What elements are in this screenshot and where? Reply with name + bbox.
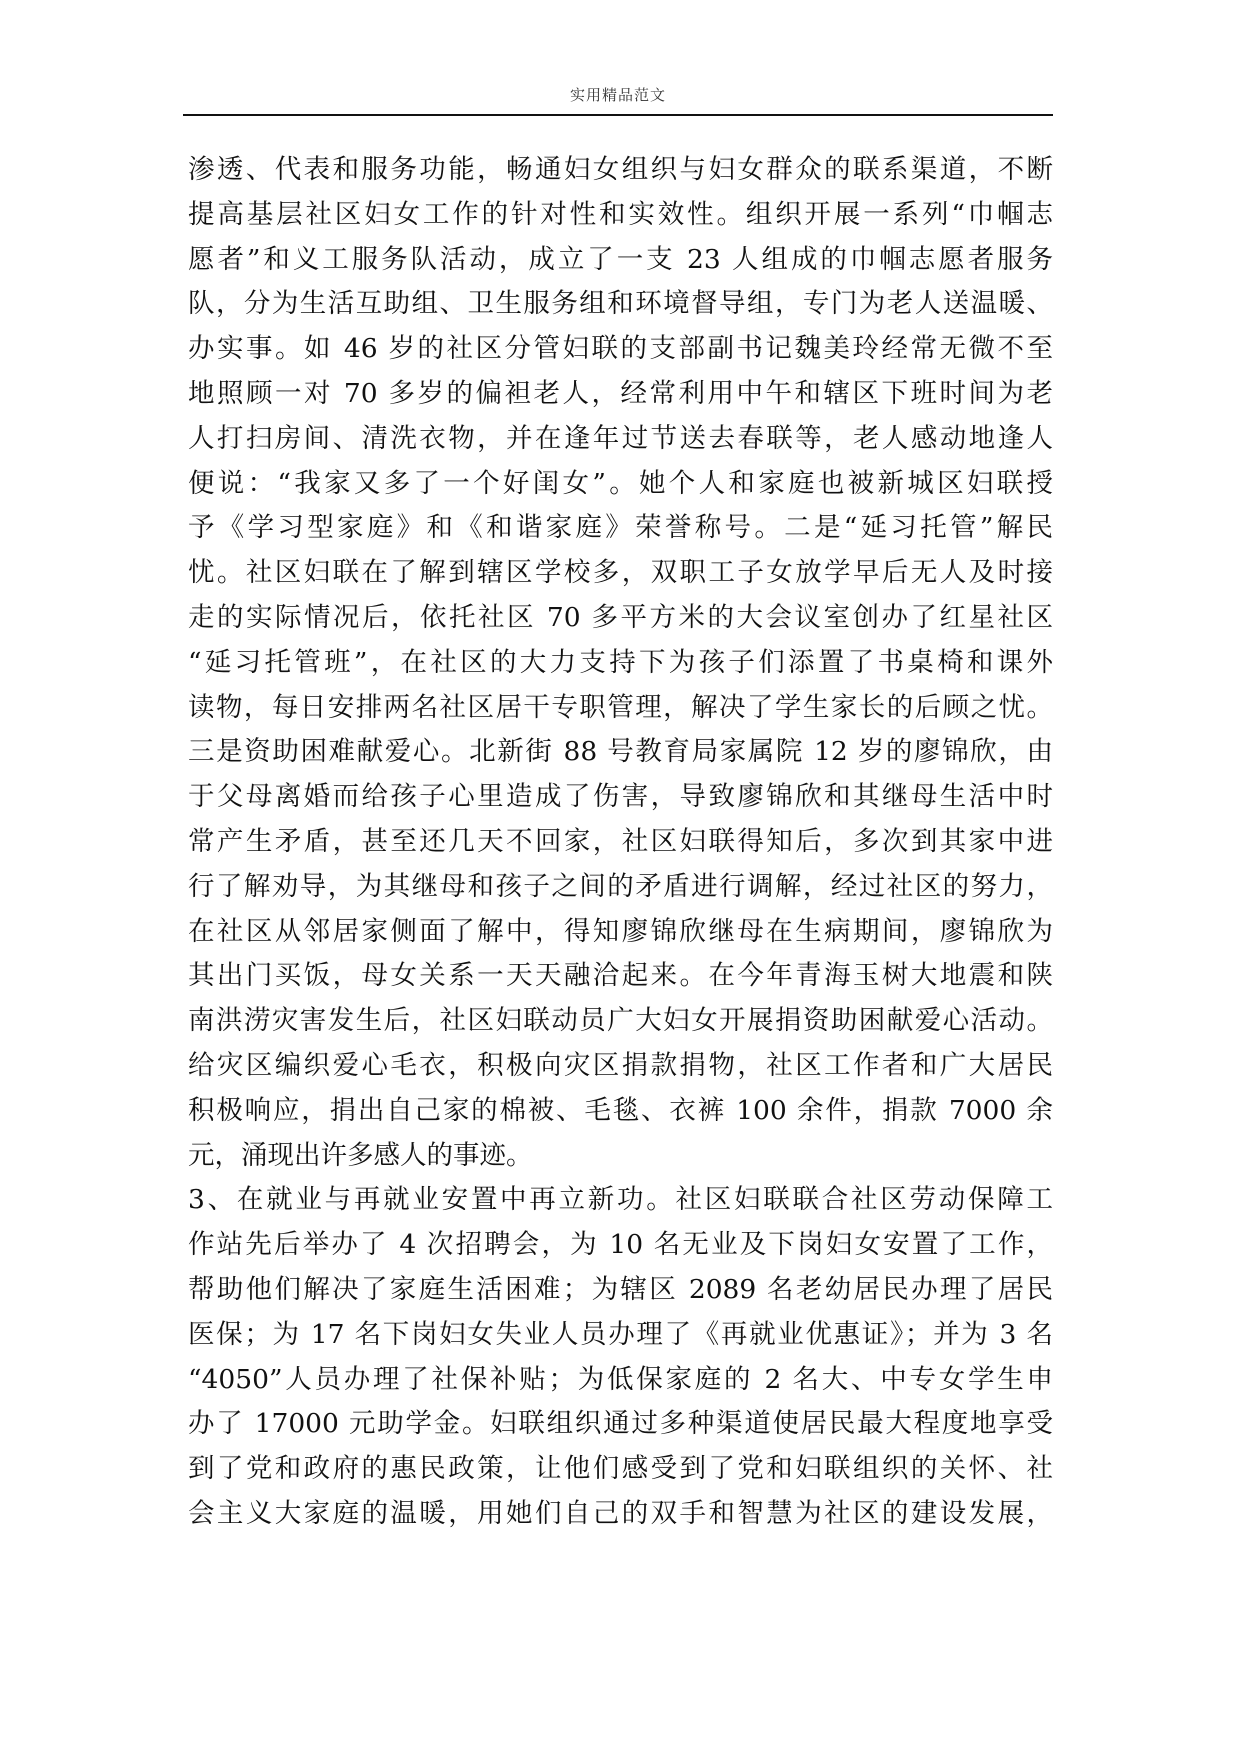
body-line: 到了党和政府的惠民政策，让他们感受到了党和妇联组织的关怀、社: [188, 1453, 1053, 1485]
body-line: 3、在就业与再就业安置中再立新功。社区妇联联合社区劳动保障工: [188, 1184, 1053, 1216]
body-line: 便说：“我家又多了一个好闺女”。她个人和家庭也被新城区妇联授: [188, 467, 1053, 499]
body-line: 南洪涝灾害发生后，社区妇联动员广大妇女开展捐资助困献爱心活动。: [188, 1005, 1053, 1037]
body-line: 队，分为生活互助组、卫生服务组和环境督导组，专门为老人送温暖、: [188, 288, 1053, 320]
body-line: 行了解劝导，为其继母和孩子之间的矛盾进行调解，经过社区的努力，: [188, 870, 1053, 902]
page-header: 实用精品范文: [569, 86, 666, 104]
body-line: 三是资助困难献爱心。北新街 88 号教育局家属院 12 岁的廖锦欣，由: [188, 736, 1053, 768]
document-body: [188, 148, 1053, 1537]
body-line: 积极响应，捐出自己家的棉被、毛毯、衣裤 100 余件，捐款 7000 余: [188, 1094, 1053, 1126]
body-line: 作站先后举办了 4 次招聘会，为 10 名无业及下岗妇女安置了工作，: [188, 1229, 1053, 1261]
body-line: 提高基层社区妇女工作的针对性和实效性。组织开展一系列“巾帼志: [188, 198, 1053, 230]
body-line: 会主义大家庭的温暖，用她们自己的双手和智慧为社区的建设发展，: [188, 1497, 1053, 1529]
body-line: 于父母离婚而给孩子心里造成了伤害，导致廖锦欣和其继母生活中时: [188, 781, 1053, 813]
body-line: 渗透、代表和服务功能，畅通妇女组织与妇女群众的联系渠道，不断: [188, 154, 1053, 185]
body-line: 人打扫房间、清洗衣物，并在逢年过节送去春联等，老人感动地逢人: [188, 422, 1053, 454]
header-rule: [183, 114, 1053, 116]
body-line: 帮助他们解决了家庭生活困难；为辖区 2089 名老幼居民办理了居民: [188, 1273, 1053, 1305]
body-line: 读物，每日安排两名社区居干专职管理，解决了学生家长的后顾之忧。: [188, 691, 1053, 723]
body-line: 办实事。如 46 岁的社区分管妇联的支部副书记魏美玲经常无微不至: [188, 333, 1053, 365]
body-line: “4050”人员办理了社保补贴；为低保家庭的 2 名大、中专女学生申: [188, 1363, 1053, 1395]
body-line: 其出门买饭，母女关系一天天融洽起来。在今年青海玉树大地震和陕: [188, 960, 1053, 992]
body-line: 元，涌现出许多感人的事迹。: [188, 1139, 533, 1171]
body-line: 医保；为 17 名下岗妇女失业人员办理了《再就业优惠证》；并为 3 名: [188, 1318, 1053, 1350]
body-line: 愿者”和义工服务队活动，成立了一支 23 人组成的巾帼志愿者服务: [188, 243, 1053, 275]
body-line: 给灾区编织爱心毛衣，积极向灾区捐款捐物，社区工作者和广大居民: [188, 1049, 1053, 1081]
body-line: 在社区从邻居家侧面了解中，得知廖锦欣继母在生病期间，廖锦欣为: [188, 915, 1053, 947]
body-line: 办了 17000 元助学金。妇联组织通过多种渠道使居民最大程度地享受: [188, 1408, 1053, 1440]
body-line: 走的实际情况后，依托社区 70 多平方米的大会议室创办了红星社区: [188, 601, 1053, 633]
body-line: 地照顾一对 70 多岁的偏袒老人，经常利用中午和辖区下班时间为老: [188, 377, 1053, 409]
body-line: “延习托管班”，在社区的大力支持下为孩子们添置了书桌椅和课外: [188, 646, 1053, 678]
body-line: 常产生矛盾，甚至还几天不回家，社区妇联得知后，多次到其家中进: [188, 825, 1053, 857]
body-line: 予《学习型家庭》和《和谐家庭》荣誉称号。二是“延习托管”解民: [188, 512, 1053, 544]
body-line: 忧。社区妇联在了解到辖区学校多，双职工子女放学早后无人及时接: [188, 557, 1053, 589]
